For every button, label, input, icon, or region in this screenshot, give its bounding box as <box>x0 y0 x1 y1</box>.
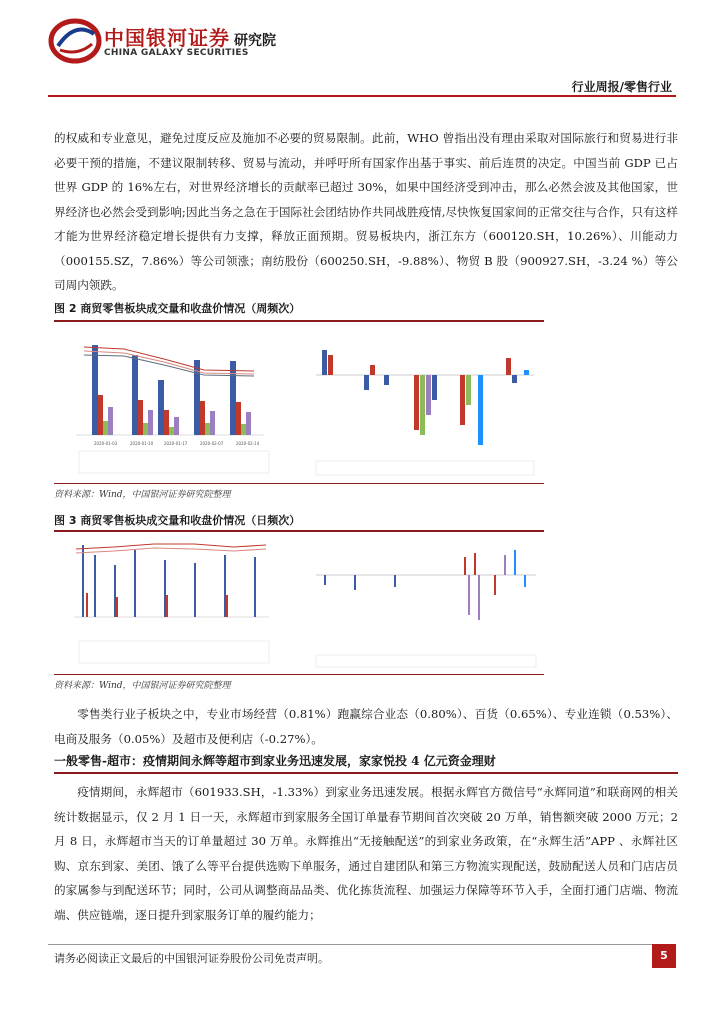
figure3-title: 图 3 商贸零售板块成交量和收盘价情况（日频次） <box>54 514 301 527</box>
svg-text:2020-01-10: 2020-01-10 <box>130 441 154 446</box>
report-type: 行业周报/零售行业 <box>571 80 672 94</box>
figure2-right-panel <box>316 350 534 475</box>
figure3-chart-image <box>54 535 544 670</box>
galaxy-logo-icon <box>48 16 102 66</box>
figure2-left-panel <box>76 345 269 473</box>
svg-text:2020-02-14: 2020-02-14 <box>236 441 260 446</box>
footer-rule <box>48 944 676 945</box>
page-number: 5 <box>652 944 676 968</box>
logo-institute-text: 研究院 <box>234 33 276 49</box>
figure3-bottom-rule <box>54 674 544 675</box>
section-rule <box>54 772 678 774</box>
figure2-source: 资料来源：Wind，中国银河证券研究院整理 <box>54 490 231 500</box>
header-rule <box>48 95 676 97</box>
figure3-source: 资料来源：Wind，中国银河证券研究院整理 <box>54 681 231 691</box>
section-heading: 一般零售-超市：疫情期间永辉等超市到家业务迅速发展，家家悦投 4 亿元资金理财 <box>54 754 496 768</box>
figure2-top-rule <box>54 320 544 322</box>
figure2-bottom-rule <box>54 483 544 484</box>
svg-text:2020-01-17: 2020-01-17 <box>164 441 188 446</box>
svg-text:2020-01-03: 2020-01-03 <box>94 441 118 446</box>
figure2-title: 图 2 商贸零售板块成交量和收盘价情况（周频次） <box>54 302 301 315</box>
logo-en-text: CHINA GALAXY SECURITIES <box>104 48 249 58</box>
svg-text:2020-02-07: 2020-02-07 <box>200 441 224 446</box>
figure3-top-rule <box>54 530 544 532</box>
logo-cn-text: 中国银河证券 <box>104 26 230 50</box>
body-paragraph-1: 的权威和专业意见，避免过度反应及施加不必要的贸易限制。此前，WHO 曾指出没有理由采取对国际旅行和贸易进行非必要干预的措施，不建议限制转移、贸易与流动，并呼吁所有国家作出基于事实、前后连贯的决定。中国当前 GDP 已占世界 GDP 的 16%左右，对世界经济增长的贡献率已超过 30%，如果中国经济受到冲击，那么必然会波及其他国家，世界经济也必然会受到影响;因此当务之急在于国际社会团结协作共同战胜疫情,尽快恢复国家间的正常交往与合作，只有这样才能为世界经济稳定增长提供有力支撑，释放正面预期。贸易板块内，浙江东方（600120.SH，10.26%）、川能动力（000155.SZ，7.86%）等公司领涨；南纺股份（600250.SH，-9.88%）、物贸 B 股（900927.SH，-3.24 %）等公司周内领跌。 <box>54 131 678 292</box>
footer-disclaimer: 请务必阅读正文最后的中国银河证券股份公司免责声明。 <box>54 952 329 965</box>
figure3-left-panel <box>74 544 269 663</box>
figure3-right-panel <box>316 550 536 667</box>
body-paragraph-3: 疫情期间，永辉超市（601933.SH，-1.33%）到家业务迅速发展。根据永辉官方微信号“永辉同道”和联商网的相关统计数据显示，仅 2 月 1 日一天，永辉超市到家服务全国订单量春节期间首次突破 20 万单，销售额突破 2000 万元；2 月 8 日，永辉超市当天的订单量超过 30 万单。永辉推出“无接触配送”的到家业务政策，在“永辉生活”APP 、永辉社区购、京东到家、美团、饿了么等平台提供选购下单服务，通过自建团队和第三方物流实现配送，鼓励配送人员和门店店员的家属参与到配送环节；同时，公司从调整商品品类、优化拣货流程、加强运力保障等环节入手，全面打通门店端、物流端、供应链端，逐日提升到家服务订单的履约能力； <box>54 785 678 922</box>
figure2-chart-image <box>54 325 544 480</box>
body-paragraph-2: 零售类行业子板块之中，专业市场经营（0.81%）跑赢综合业态（0.80%）、百货（0.65%）、专业连锁（0.53%）、电商及服务（0.05%）及超市及便利店（-0.27%）。 <box>54 707 678 746</box>
